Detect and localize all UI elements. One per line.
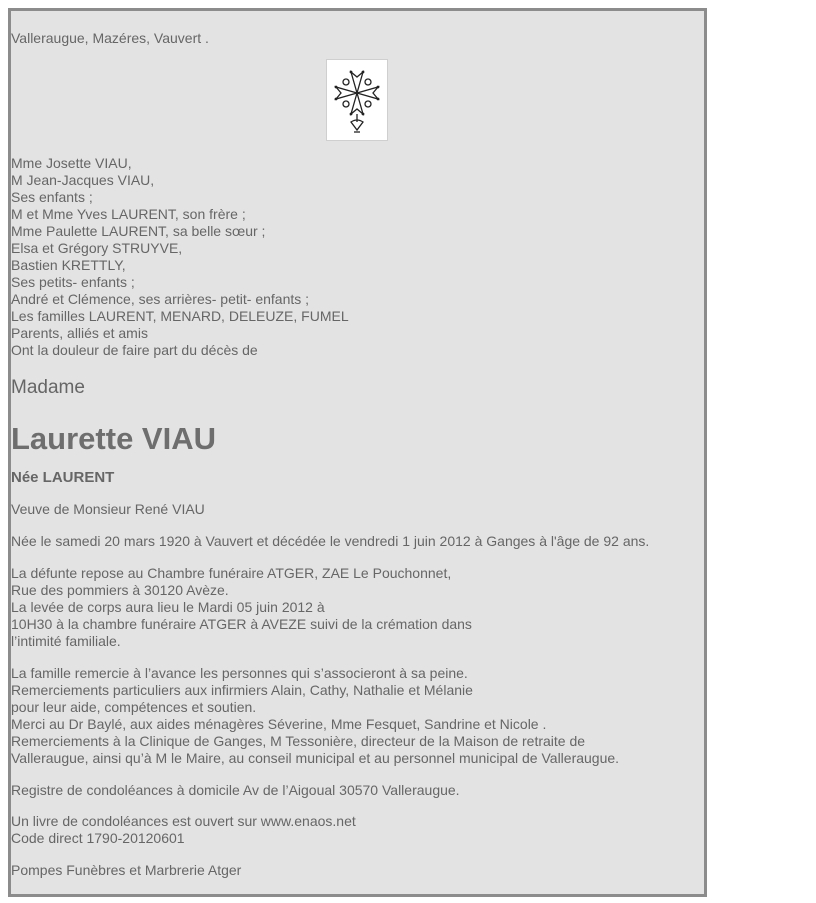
family-list [11,155,704,359]
ceremony-line: 10H30 à la chambre funéraire ATGER à AVEZE suivi de la crémation dans [11,616,472,632]
family-line: Mme Josette VIAU, [11,155,132,171]
family-line: Parents, alliés et amis [11,325,148,341]
maiden-name: Née LAURENT [11,469,115,486]
family-line: Elsa et Grégory STRUYVE, [11,240,183,256]
family-line: André et Clémence, ses arrières- petit- enfants ; [11,291,310,307]
ceremony-line: l’intimité familiale. [11,633,121,649]
emblem-frame [326,59,388,141]
family-line: Les familles LAURENT, MENARD, DELEUZE, FUMEL [11,308,349,324]
family-line: Bastien KRETTLY, [11,257,126,273]
dates-line: Née le samedi 20 mars 1920 à Vauvert et décédée le vendredi 1 juin 2012 à Ganges à l'âge de 92 ans. [11,533,650,549]
family-line: Ont la douleur de faire part du décès de [11,342,258,358]
family-line: Ses petits- enfants ; [11,274,135,290]
thanks-line: Merci au Dr Baylé, aux aides ménagères Séverine, Mme Fesquet, Sandrine et Nicole . [11,716,547,732]
thanks-line: La famille remercie à l’avance les personnes qui s’associeront à sa peine. [11,665,468,681]
ceremony-line: La défunte repose au Chambre funéraire ATGER, ZAE Le Pouchonnet, [11,565,452,581]
online-line: Un livre de condoléances est ouvert sur www.enaos.net [11,813,356,829]
family-line: M Jean-Jacques VIAU, [11,172,155,188]
widow-line: Veuve de Monsieur René VIAU [11,501,205,517]
registry-line: Registre de condoléances à domicile Av de l’Aigoual 30570 Valleraugue. [11,782,460,798]
ceremony-line: Rue des pommiers à 30120 Avèze. [11,582,229,598]
thanks-block [11,665,704,767]
code-line: Code direct 1790-20120601 [11,830,185,846]
family-line: M et Mme Yves LAURENT, son frère ; [11,206,246,222]
obituary-card [8,8,707,897]
ceremony-info [11,565,704,650]
deceased-name: Laurette VIAU [11,421,216,456]
thanks-line: pour leur aide, compétences et soutien. [11,699,257,715]
family-line: Ses enfants ; [11,189,93,205]
family-line: Mme Paulette LAURENT, sa belle sœur ; [11,223,266,239]
huguenot-cross-icon [327,60,387,140]
thanks-line: Remerciements particuliers aux infirmiers Alain, Cathy, Nathalie et Mélanie [11,682,473,698]
online-condolences [11,813,704,847]
honorific: Madame [11,377,85,398]
location-line: Valleraugue, Mazéres, Vauvert . [11,30,209,46]
ceremony-line: La levée de corps aura lieu le Mardi 05 juin 2012 à [11,599,325,615]
thanks-line: Remerciements à la Clinique de Ganges, M Tessonière, directeur de la Maison de retraite de [11,733,586,749]
funeral-home: Pompes Funèbres et Marbrerie Atger [11,862,242,878]
thanks-line: Valleraugue, ainsi qu’à M le Maire, au conseil municipal et au personnel municipal de Valleraugue. [11,750,620,766]
